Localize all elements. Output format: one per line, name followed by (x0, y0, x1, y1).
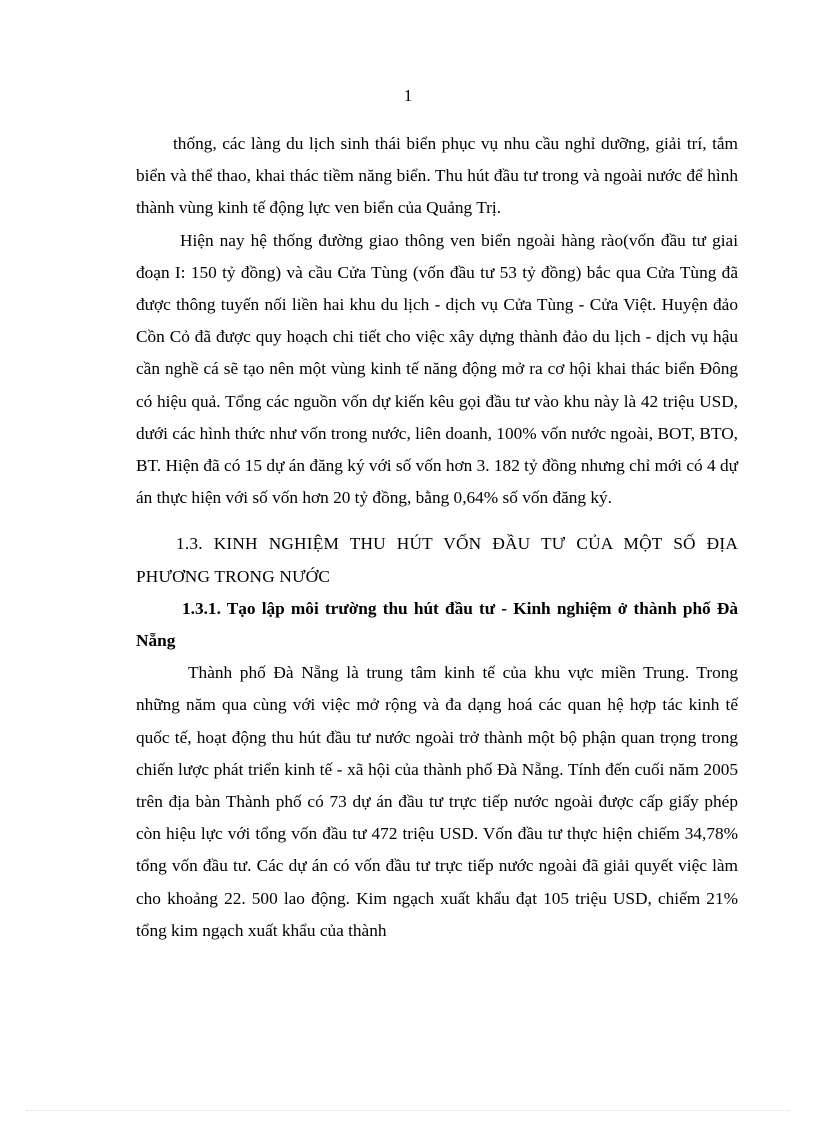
paragraph-infrastructure: Hiện nay hệ thống đường giao thông ven biển ngoài hàng rào(vốn đầu tư giai đoạn I: 150 tỷ đồng) và cầu Cửa Tùng (vốn đầu tư 53 tỷ đồng) bắc qua Cửa Tùng đã được thông tuyến nối liền hai khu du lịch - dịch vụ Cửa Tùng - Cửa Việt. Huyện đảo Cồn Cỏ đã được quy hoạch chi tiết cho việc xây dựng thành đảo du lịch - dịch vụ hậu cần nghề cá sẽ tạo nên một vùng kinh tế năng động mở ra cơ hội khai thác biển Đông có hiệu quả. Tổng các nguồn vốn dự kiến kêu gọi đầu tư vào khu này là 42 triệu USD, dưới các hình thức như vốn trong nước, liên doanh, 100% vốn nước ngoài, BOT, BTO, BT. Hiện đã có 15 dự án đăng ký với số vốn hơn 3. 182 tỷ đồng nhưng chỉ mới có 4 dự án thực hiện với số vốn hơn 20 tỷ đồng, bằng 0,64% số vốn đăng ký. (136, 230, 738, 508)
page-bottom-divider (26, 1110, 790, 1111)
page-number: 1 (403, 86, 413, 105)
paragraph-da-nang: Thành phố Đà Nẵng là trung tâm kinh tế của khu vực miền Trung. Trong những năm qua cùng với việc mở rộng và đa dạng hoá các quan hệ hợp tác kinh tế quốc tế, hoạt động thu hút đầu tư nước ngoài trở thành một bộ phận quan trọng trong chiến lược phát triển kinh tế - xã hội của thành phố Đà Nẵng. Tính đến cuối năm 2005 trên địa bàn Thành phố có 73 dự án đầu tư trực tiếp nước ngoài được cấp giấy phép còn hiệu lực với tổng vốn đầu tư 472 triệu USD. Vốn đầu tư thực hiện chiếm 34,78% tổng vốn đầu tư. Các dự án có vốn đầu tư trực tiếp nước ngoài đã giải quyết việc làm cho khoảng 22. 500 lao động. Kim ngạch xuất khẩu đạt 105 triệu USD, chiếm 21% tổng kim ngạch xuất khẩu của thành (136, 663, 738, 940)
paragraph-coastal-tourism: thống, các làng du lịch sinh thái biển phục vụ nhu cầu nghỉ dưỡng, giải trí, tắm biển và thể thao, khai thác tiềm năng biển. Thu hút đầu tư trong và ngoài nước để hình thành vùng kinh tế động lực ven biển của Quảng Trị. (136, 134, 738, 218)
subsection-heading: 1.3.1. Tạo lập môi trường thu hút đầu tư - Kinh nghiệm ở thành phố Đà Nẵng (136, 598, 738, 651)
section-heading: 1.3. KINH NGHIỆM THU HÚT VỐN ĐẦU TƯ CỦA MỘT SỐ ĐỊA PHƯƠNG TRONG NƯỚC (136, 534, 738, 586)
document-body (136, 128, 738, 947)
